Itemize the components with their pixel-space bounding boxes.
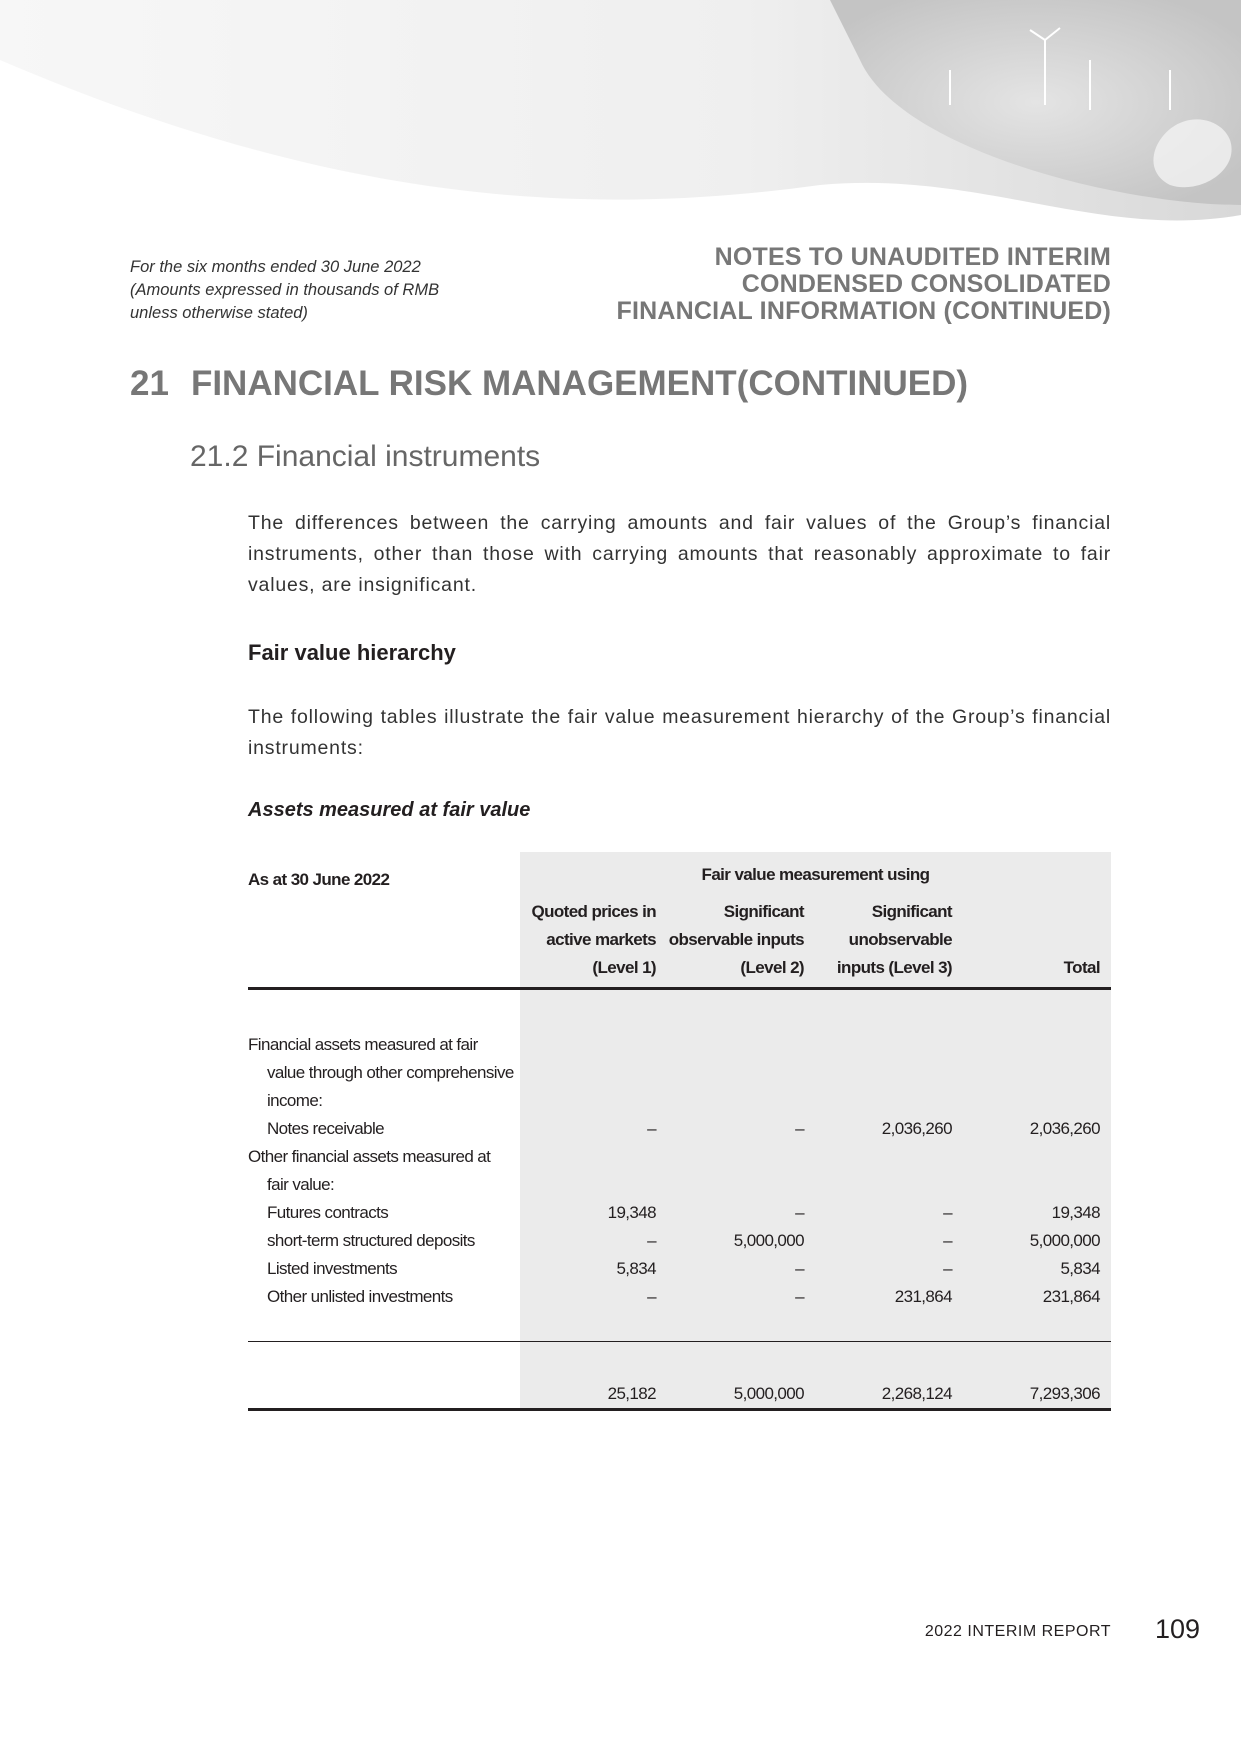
column-header: Total bbox=[1063, 958, 1100, 977]
column-header: Quoted prices in bbox=[531, 902, 656, 921]
row-label: short-term structured deposits bbox=[267, 1231, 475, 1250]
heading-fair-value-hierarchy: Fair value hierarchy bbox=[248, 640, 456, 665]
date-label: As at 30 June 2022 bbox=[248, 870, 390, 889]
cell-value: – bbox=[795, 1259, 804, 1278]
cell-value: 231,864 bbox=[1042, 1287, 1100, 1306]
section-number: 21 bbox=[130, 364, 169, 403]
row-label: Futures contracts bbox=[267, 1203, 389, 1222]
cell-value: – bbox=[647, 1231, 656, 1250]
total-value: 25,182 bbox=[607, 1384, 656, 1403]
cell-value: 2,036,260 bbox=[1029, 1119, 1100, 1138]
cell-value: – bbox=[943, 1231, 952, 1250]
row-label: Other financial assets measured at bbox=[248, 1147, 491, 1166]
report-name: 2022 INTERIM REPORT bbox=[924, 1623, 1111, 1640]
cell-value: – bbox=[795, 1119, 804, 1138]
cell-value: – bbox=[647, 1119, 656, 1138]
period-line: (Amounts expressed in thousands of RMB bbox=[130, 281, 440, 299]
cell-value: 5,000,000 bbox=[733, 1231, 804, 1250]
subsection-title: 21.2 Financial instruments bbox=[190, 440, 541, 473]
row-label: fair value: bbox=[267, 1175, 335, 1194]
heading-assets: Assets measured at fair value bbox=[248, 799, 531, 821]
title-line: NOTES TO UNAUDITED INTERIM bbox=[714, 243, 1111, 271]
row-label: Notes receivable bbox=[267, 1119, 385, 1138]
group-header: Fair value measurement using bbox=[701, 865, 930, 884]
section-title-text: FINANCIAL RISK MANAGEMENT(CONTINUED) bbox=[190, 364, 969, 403]
cell-value: – bbox=[647, 1287, 656, 1306]
column-header: (Level 1) bbox=[592, 958, 656, 977]
column-header: (Level 2) bbox=[740, 958, 804, 977]
cell-value: 2,036,260 bbox=[881, 1119, 952, 1138]
row-label: Financial assets measured at fair bbox=[248, 1035, 478, 1054]
cell-value: – bbox=[943, 1203, 952, 1222]
total-value: 2,268,124 bbox=[881, 1384, 952, 1403]
paragraph: The following tables illustrate the fair value measurement hierarchy of the Group’s financial instruments: bbox=[248, 706, 1111, 759]
page-number: 109 bbox=[1155, 1614, 1201, 1644]
cell-value: – bbox=[943, 1259, 952, 1278]
column-header: unobservable bbox=[848, 930, 952, 949]
cell-value: 19,348 bbox=[1051, 1203, 1100, 1222]
section-title bbox=[130, 364, 990, 404]
subtotal-rule bbox=[248, 1341, 1111, 1342]
row-label: Listed investments bbox=[267, 1259, 397, 1278]
title-line: CONDENSED CONSOLIDATED bbox=[741, 270, 1111, 298]
period-line: unless otherwise stated) bbox=[130, 304, 308, 322]
document-title bbox=[616, 244, 1111, 325]
cell-value: 19,348 bbox=[607, 1203, 656, 1222]
period-line: For the six months ended 30 June 2022 bbox=[130, 258, 421, 276]
column-header: Significant bbox=[871, 902, 952, 921]
total-rule bbox=[248, 1408, 1111, 1411]
fair-value-table bbox=[248, 852, 1111, 1412]
header-rule bbox=[248, 987, 1111, 990]
row-label: value through other comprehensive bbox=[267, 1063, 514, 1082]
cell-value: – bbox=[795, 1203, 804, 1222]
column-header: inputs (Level 3) bbox=[836, 958, 952, 977]
row-label: Other unlisted investments bbox=[267, 1287, 453, 1306]
cell-value: 5,834 bbox=[616, 1259, 656, 1278]
cell-value: 5,834 bbox=[1060, 1259, 1100, 1278]
row-label: income: bbox=[267, 1091, 323, 1110]
cell-value: 5,000,000 bbox=[1029, 1231, 1100, 1250]
decorative-banner bbox=[0, 0, 1241, 225]
column-header: active markets bbox=[546, 930, 656, 949]
total-value: 5,000,000 bbox=[733, 1384, 804, 1403]
column-header: observable inputs bbox=[668, 930, 804, 949]
total-value: 7,293,306 bbox=[1029, 1384, 1100, 1403]
title-line: FINANCIAL INFORMATION (CONTINUED) bbox=[616, 297, 1111, 325]
period-note bbox=[130, 256, 439, 325]
column-header: Significant bbox=[723, 902, 804, 921]
paragraph: The differences between the carrying amounts and fair values of the Group’s financial instruments, other than those with carrying amounts that reasonably approximate to fair values, are insignificant. bbox=[248, 512, 1111, 596]
cell-value: 231,864 bbox=[894, 1287, 952, 1306]
cell-value: – bbox=[795, 1287, 804, 1306]
